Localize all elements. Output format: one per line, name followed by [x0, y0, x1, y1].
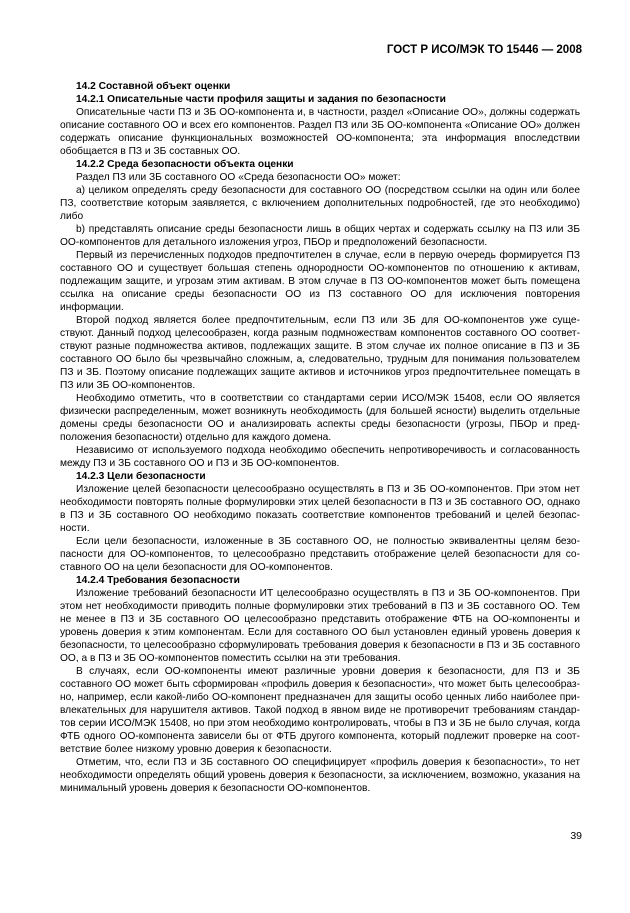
document-header: ГОСТ Р ИСО/МЭК ТО 15446 — 2008: [386, 44, 582, 56]
body-paragraph: Описательные части ПЗ и ЗБ ОО-компонента и, в частности, раздел «Описание ОО», должны содержать описание составного ОО и всех его компонентов. Раздел ПЗ или ЗБ ОО-компонента «Описание ОО» должен содержать описание функциональных возможностей ОО-компонента; эта информация впоследствии обобщается в ПЗ и ЗБ составных ОО.: [60, 107, 580, 157]
body-paragraph: Первый из перечисленных подходов предпочтителен в случае, если в первую очередь формируется ПЗ составного ОО и существует большая степень однородности ОО-компонентов по отношению к активам, подлежащим защите, и угрозам этим активам. В этом случае в ПЗ ОО-компонентов может быть помещена ссылка на описание среды безопасности ОО из ПЗ составного ОО для исключения повторения информации.: [60, 250, 580, 313]
body-paragraph: Раздел ПЗ или ЗБ составного ОО «Среда безопасности ОО» может:: [76, 172, 401, 183]
subsection-heading: 14.2.2 Среда безопасности объекта оценки: [76, 159, 294, 170]
body-paragraph: В случаях, если ОО-компоненты имеют различные уровни доверия к безопасности, для ПЗ и ЗБ составного ОО может быть сформирован «профиль доверия к безопасности», что может быть целесообразно, например, если какой-либо ОО-компонент предназначен для защиты особо ценных либо наиболее привлекательных для нарушителя активов. Такой подход в явном виде не противоречит требованиям стандартов серии ИСО/МЭК 15408, но при этом необходимо контролировать, чтобы в ПЗ и ЗБ не было случая, когда ФТБ одного ОО-компонента зависели бы от ФТБ другого компонента, который подлежит проверке на соответствие более низкому уровню доверия к безопасности.: [60, 666, 580, 755]
page-number: 39: [570, 830, 582, 842]
body-paragraph: Отметим, что, если ПЗ и ЗБ составного ОО специфицирует «профиль доверия к безопасности», то нет необходимости определять общий уровень доверия к безопасности, за исключением, возможно, указания на минимальный уровень доверия к безопасности ОО-компонентов.: [60, 757, 580, 794]
body-paragraph: Если цели безопасности, изложенные в ЗБ составного ОО, не полностью эквивалентны целям безопасности для ОО-компонентов, то целесообразно представить отображение целей безопасности для составного ОО на цели безопасности для ОО-компонентов.: [60, 536, 580, 573]
list-item-a: а) целиком определять среду безопасности для составного ОО (посредством ссылки на один или более ПЗ, соответствие которым заявляется, с включением дополнительных подробностей, где это необходимо) либо: [60, 185, 580, 222]
subsection-heading: 14.2.4 Требования безопасности: [76, 575, 240, 586]
body-paragraph: Изложение требований безопасности ИТ целесообразно осуществлять в ПЗ и ЗБ ОО-компонентов. При этом нет необходимости приводить полные формулировки этих требований в ПЗ и ЗБ составного ОО. Тем не менее в ПЗ и ЗБ составного ОО целесообразно представить отображение ФТБ на ОО-компоненты и уровень доверия к этим компонентам. Если для составного ОО был установлен единый уровень доверия к безопасности, то целесообразно сформулировать требования доверия к безопасности в ПЗ и ЗБ составного ОО, а в ПЗ и ЗБ ОО-компонентов поместить ссылки на эти требования.: [60, 588, 580, 664]
subsection-heading: 14.2.3 Цели безопасности: [76, 471, 206, 482]
body-paragraph: Второй подход является более предпочтительным, если ПЗ или ЗБ для ОО-компонентов уже существуют. Данный подход целесообразен, когда разным подмножествам компонентов составного ОО соответствуют разные подмножества активов, подлежащих защите. В этом случае их полное описание в ПЗ и ЗБ составного ОО было бы чрезвычайно сложным, а, следовательно, трудным для понимания пользователем ПЗ и ЗБ. Поэтому описание подлежащих защите активов и источников угроз предпочтительнее помещать в ПЗ или ЗБ ОО-компонентов.: [60, 315, 580, 391]
section-heading: 14.2 Составной объект оценки: [76, 81, 231, 92]
body-paragraph: Независимо от используемого подхода необходимо обеспечить непротиворечивость и согласованность между ПЗ и ЗБ составного ОО и ПЗ и ЗБ ОО-компонентов.: [60, 445, 580, 469]
page-content: [60, 80, 580, 795]
body-paragraph: Необходимо отметить, что в соответствии со стандартами серии ИСО/МЭК 15408, если ОО является физически распределенным, может возникнуть необходимость (для большей ясности) выделить отдельные домены среды безопасности ОО и анализировать аспекты среды безопасности (угрозы, ПБОр и предположения безопасности) отдельно для каждого домена.: [60, 393, 580, 443]
list-item-b: b) представлять описание среды безопасности лишь в общих чертах и содержать ссылку на ПЗ или ЗБ ОО-компонентов для детального изложения угроз, ПБОр и предположений безопасности.: [60, 224, 580, 248]
body-paragraph: Изложение целей безопасности целесообразно осуществлять в ПЗ и ЗБ ОО-компонентов. При этом нет необходимости повторять полные формулировки этих целей безопасности в ПЗ и ЗБ составного ОО, однако в ПЗ и ЗБ составного ОО необходимо показать соответствие компонентов требований и целей безопасности.: [60, 484, 580, 534]
subsection-heading: 14.2.1 Описательные части профиля защиты и задания по безопасности: [76, 94, 446, 105]
